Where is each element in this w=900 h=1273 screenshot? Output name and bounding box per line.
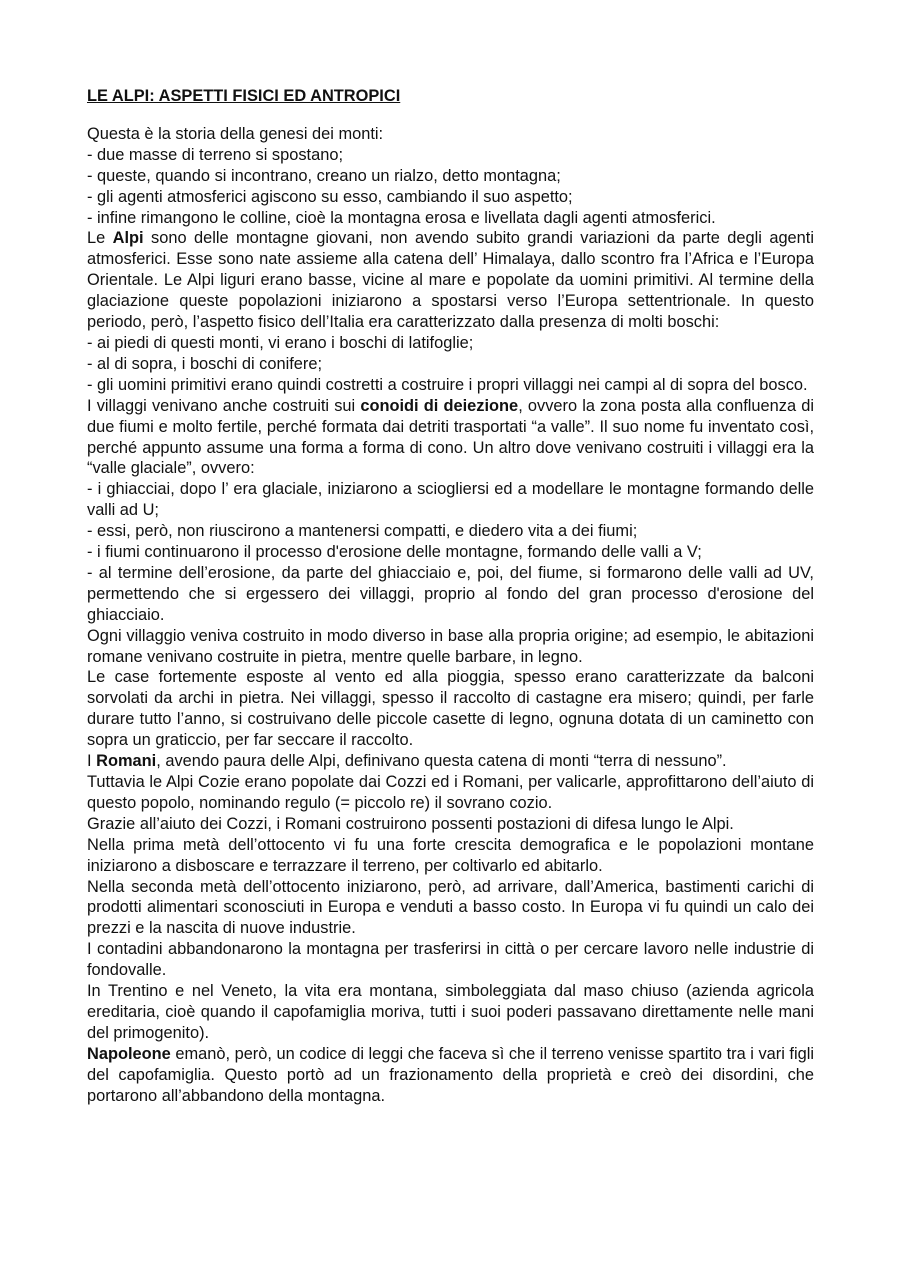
bold-term: conoidi di deiezione [360, 396, 519, 415]
paragraph-text: - ai piedi di questi monti, vi erano i boschi di latifoglie; [87, 333, 474, 352]
paragraph [87, 145, 814, 166]
paragraph [87, 333, 814, 354]
paragraph-text: - gli uomini primitivi erano quindi costretti a costruire i propri villaggi nei campi al di sopra del bosco. [87, 375, 808, 394]
paragraph [87, 124, 814, 145]
paragraph-text: Nella seconda metà dell’ottocento iniziarono, però, ad arrivare, dall’America, bastimenti carichi di prodotti alimentari sconosciuti in Europa e venduti a basso costo. In Europa vi fu quindi un calo dei prezzi e la nascita di nuove industrie. [87, 877, 814, 938]
paragraph-text: - queste, quando si incontrano, creano un rialzo, detto montagna; [87, 166, 561, 185]
paragraph-text: I [87, 752, 97, 771]
paragraph-text: I contadini abbandonarono la montagna per trasferirsi in città o per cercare lavoro nelle industrie di fondovalle. [87, 940, 814, 980]
paragraph [87, 751, 814, 772]
paragraph [87, 542, 814, 563]
paragraph-text: - al di sopra, i boschi di conifere; [87, 354, 323, 373]
paragraph-text: - i ghiacciai, dopo l’ era glaciale, iniziarono a sciogliersi ed a modellare le montagne formando delle valli ad U; [87, 480, 814, 520]
paragraph [87, 228, 814, 333]
paragraph [87, 166, 814, 187]
paragraph [87, 1044, 814, 1107]
paragraph [87, 814, 814, 835]
paragraph-text: I villaggi venivano anche costruiti sui [87, 396, 361, 415]
paragraph-text: Grazie all’aiuto dei Cozzi, i Romani costruirono possenti postazioni di difesa lungo le Alpi. [87, 814, 734, 833]
paragraph-text: sono delle montagne giovani, non avendo subito grandi variazioni da parte degli agenti atmosferici. Esse sono nate assieme alla catena dell’ Himalaya, dallo scontro fra l’Africa e l’Europa Orientale. Le Alpi liguri erano basse, vicine al mare e popolate da uomini primitivi. Al termine della glaciazione queste popolazioni iniziarono a spostarsi verso l’Europa settentrionale. In questo periodo, però, l’aspetto fisico dell’Italia era caratterizzato dalla presenza di molti boschi: [87, 229, 814, 332]
paragraph [87, 208, 814, 229]
paragraph [87, 521, 814, 542]
paragraph [87, 626, 814, 668]
paragraph-text: - due masse di terreno si spostano; [87, 145, 344, 164]
paragraph-text: Nella prima metà dell’ottocento vi fu una forte crescita demografica e le popolazioni montane iniziarono a disboscare e terrazzare il terreno, per coltivarlo ed abitarlo. [87, 835, 814, 875]
paragraph-text: , ovvero la zona posta alla confluenza di due fiumi e molto fertile, perché formata dai detriti trasportati “a valle”. Il suo nome fu inventato così, perché appunto assume una forma a forma di cono. Un altro dove venivano costruiti i villaggi era la “valle glaciale”, ovvero: [87, 396, 815, 478]
paragraph [87, 835, 814, 877]
paragraph-text: emanò, però, un codice di leggi che faceva sì che il terreno venisse spartito tra i vari figli del capofamiglia. Questo portò ad un frazionamento della proprietà e creò dei disordini, che portarono all’abbandono della montagna. [87, 1044, 815, 1105]
paragraph [87, 187, 814, 208]
paragraph-text: Tuttavia le Alpi Cozie erano popolate dai Cozzi ed i Romani, per valicarle, approfittarono dell’aiuto di questo popolo, nominando regulo (= piccolo re) il sovrano cozio. [87, 773, 814, 812]
paragraph [87, 563, 814, 626]
paragraph [87, 772, 814, 814]
paragraph [87, 877, 814, 940]
paragraph-text: Ogni villaggio veniva costruito in modo diverso in base alla propria origine; ad esempio, le abitazioni romane venivano costruite in pietra, mentre quelle barbare, in legno. [87, 626, 814, 666]
paragraph-text: - essi, però, non riuscirono a mantenersi compatti, e diedero vita a dei fiumi; [87, 522, 638, 541]
paragraph [87, 667, 814, 751]
paragraph-text: Questa è la storia della genesi dei monti: [87, 124, 384, 143]
paragraph [87, 939, 814, 981]
bold-term: Alpi [112, 229, 144, 248]
paragraph-text: In Trentino e nel Veneto, la vita era montana, simboleggiata dal maso chiuso (azienda agricola ereditaria, cioè quando il capofamiglia moriva, tutti i suoi poderi passavano direttamente nelle mani del primogenito). [87, 982, 814, 1042]
paragraph-text: , avendo paura delle Alpi, definivano questa catena di monti “terra di nessuno”. [156, 752, 727, 771]
paragraph-text: - gli agenti atmosferici agiscono su esso, cambiando il suo aspetto; [87, 187, 573, 206]
paragraph [87, 981, 814, 1044]
bold-term: Napoleone [87, 1044, 171, 1063]
paragraph-text: - al termine dell’erosione, da parte del ghiacciaio e, poi, del fiume, si formarono delle valli ad UV, permettendo che si ergessero dei villaggi, proprio al fondo del gran processo d'erosione del ghiacciaio. [87, 563, 814, 624]
paragraph [87, 354, 814, 375]
paragraph-text: Le case fortemente esposte al vento ed alla pioggia, spesso erano caratterizzate da balconi sorvolati da archi in pietra. Nei villaggi, spesso il raccolto di castagne era misero; quindi, per farle durare tutto l’anno, si costruivano delle piccole casette di legno, ognuna dotata di un caminetto con sopra un graticcio, per far seccare il raccolto. [87, 668, 814, 750]
paragraph [87, 479, 814, 521]
bold-term: Romani [96, 752, 157, 771]
paragraph [87, 375, 814, 396]
page-title: LE ALPI: ASPETTI FISICI ED ANTROPICI [87, 87, 401, 105]
document-page [87, 86, 814, 1107]
paragraph-text: Le [87, 229, 113, 248]
paragraph-text: - i fiumi continuarono il processo d'erosione delle montagne, formando delle valli a V; [87, 543, 702, 562]
paragraph-text: - infine rimangono le colline, cioè la montagna erosa e livellata dagli agenti atmosferici. [87, 208, 716, 227]
paragraph [87, 396, 814, 480]
